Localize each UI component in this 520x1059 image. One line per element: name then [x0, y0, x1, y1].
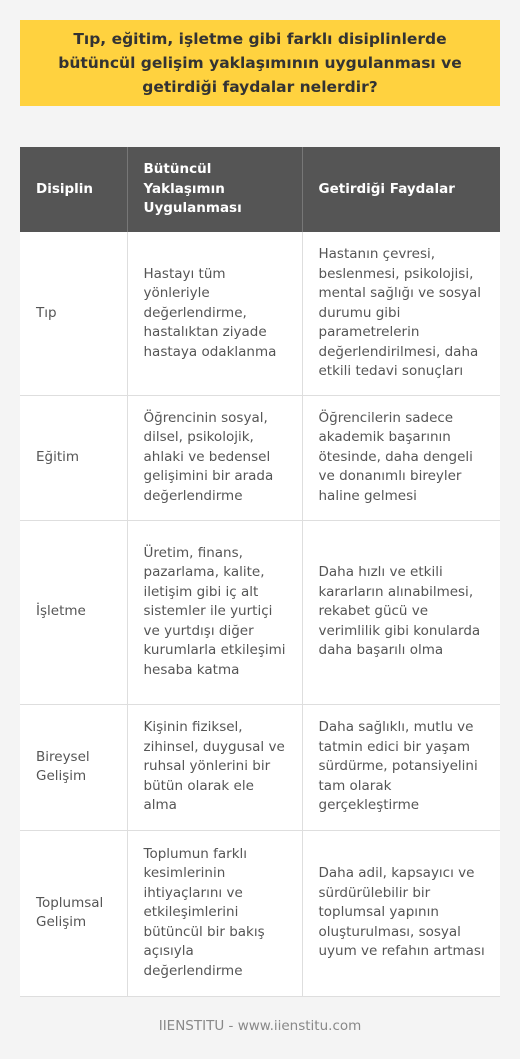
- cell-discipline: İşletme: [20, 520, 127, 704]
- header-benefits: Getirdiği Faydalar: [302, 147, 500, 232]
- cell-benefits: Öğrencilerin sadece akademik başarının ötesinde, daha dengeli ve donanımlı bireyler haline gelmesi: [302, 395, 500, 520]
- cell-discipline: Eğitim: [20, 395, 127, 520]
- table-row: [20, 520, 500, 704]
- header-discipline: Disiplin: [20, 147, 127, 232]
- cell-approach: Hastayı tüm yönleriyle değerlendirme, hastalıktan ziyade hastaya odaklanma: [127, 232, 302, 395]
- comparison-table: [20, 147, 500, 997]
- cell-approach: Kişinin fiziksel, zihinsel, duygusal ve ruhsal yönlerini bir bütün olarak ele alma: [127, 704, 302, 830]
- cell-approach: Öğrencinin sosyal, dilsel, psikolojik, ahlaki ve bedensel gelişimini bir arada değerlendirme: [127, 395, 302, 520]
- cell-approach: Üretim, finans, pazarlama, kalite, iletişim gibi iç alt sistemler ile yurtiçi ve yurtdışı diğer kurumlarla etkileşimi hesaba katma: [127, 520, 302, 704]
- table-row: [20, 232, 500, 395]
- page-title: [20, 20, 500, 106]
- table-row: [20, 395, 500, 520]
- footer-credit: IIENSTITU - www.iienstitu.com: [158, 1018, 362, 1034]
- cell-discipline: Bireysel Gelişim: [20, 704, 127, 830]
- header-approach: Bütüncül Yaklaşımın Uygulanması: [127, 147, 302, 232]
- cell-approach: Toplumun farklı kesimlerinin ihtiyaçlarını ve etkileşimlerini bütüncül bir bakış açısıyla değerlendirme: [127, 830, 302, 996]
- table-row: [20, 704, 500, 830]
- cell-discipline: Toplumsal Gelişim: [20, 830, 127, 996]
- cell-benefits: Daha adil, kapsayıcı ve sürdürülebilir bir toplumsal yapının oluşturulması, sosyal uyum ve refahın artması: [302, 830, 500, 996]
- page-title-text: Tıp, eğitim, işletme gibi farklı disiplinlerde bütüncül gelişim yaklaşımının uygulanması ve getirdiği faydalar nelerdir?: [58, 30, 462, 96]
- cell-benefits: Hastanın çevresi, beslenmesi, psikolojisi, mental sağlığı ve sosyal durumu gibi parametrelerin değerlendirilmesi, daha etkili tedavi sonuçları: [302, 232, 500, 395]
- cell-benefits: Daha sağlıklı, mutlu ve tatmin edici bir yaşam sürdürme, potansiyelini tam olarak gerçekleştirme: [302, 704, 500, 830]
- table-row: [20, 830, 500, 996]
- cell-benefits: Daha hızlı ve etkili kararların alınabilmesi, rekabet gücü ve verimlilik gibi konularda daha başarılı olma: [302, 520, 500, 704]
- cell-discipline: Tıp: [20, 232, 127, 395]
- table-header-row: [20, 147, 500, 232]
